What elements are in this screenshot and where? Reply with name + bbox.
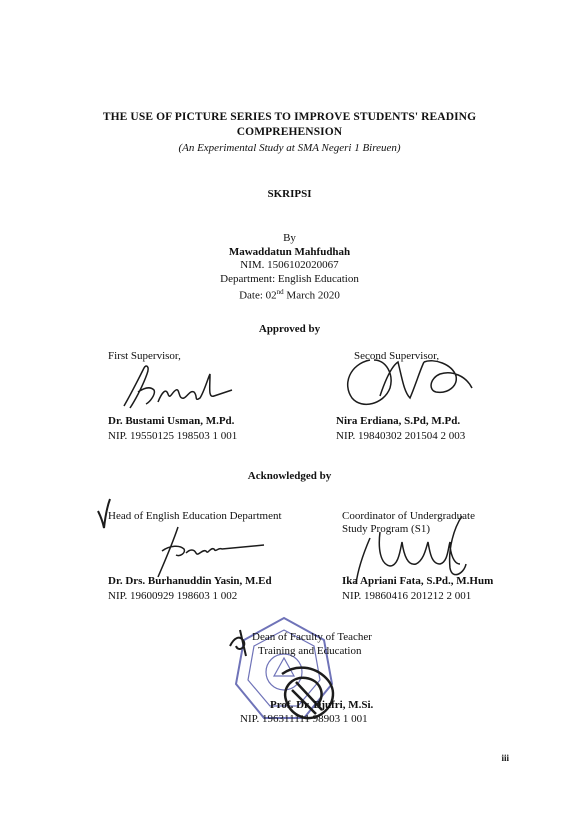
second-supervisor-name: Nira Erdiana, S.Pd, M.Pd. <box>336 415 461 427</box>
coordinator-label-line-2: Study Program (S1) <box>342 523 430 535</box>
head-department-signature <box>150 523 270 581</box>
dean-label-line-2: Training and Education <box>258 645 362 657</box>
second-supervisor-signature <box>340 352 480 412</box>
document-subtitle: (An Experimental Study at SMA Negeri 1 Bireuen) <box>178 142 401 154</box>
second-supervisor-nip: NIP. 19840302 201504 2 003 <box>336 430 466 442</box>
submission-date <box>0 286 579 303</box>
coordinator-label-line-1: Coordinator of Undergraduate <box>342 510 475 522</box>
document-title <box>0 110 579 140</box>
head-department-label: Head of English Education Department <box>108 510 282 522</box>
by-label: By <box>283 232 296 244</box>
author-block <box>0 232 579 303</box>
approved-by-heading: Approved by <box>258 323 321 335</box>
author-name: Mawaddatun Mahfudhah <box>228 245 351 258</box>
author-nim: NIM. 1506102020067 <box>240 259 339 271</box>
first-supervisor-signature <box>110 362 240 412</box>
author-department: Department: English Education <box>220 272 359 285</box>
date-suffix: March 2020 <box>283 289 340 302</box>
first-supervisor-label: First Supervisor, <box>108 350 181 362</box>
acknowledged-by-heading: Acknowledged by <box>247 470 332 482</box>
first-supervisor-nip: NIP. 19550125 198503 1 001 <box>108 430 238 442</box>
head-department-name: Dr. Drs. Burhanuddin Yasin, M.Ed <box>108 575 272 587</box>
date-superscript: nd <box>276 288 284 296</box>
title-line-1: THE USE OF PICTURE SERIES TO IMPROVE STUDENTS' READING <box>102 111 477 123</box>
dean-name: Prof. Dr. Djufri, M.Si. <box>270 699 374 711</box>
second-supervisor-label: Second Supervisor, <box>354 350 440 362</box>
first-supervisor-name: Dr. Bustami Usman, M.Pd. <box>108 415 235 427</box>
title-line-2: COMPREHENSION <box>236 126 343 138</box>
page-number: iii <box>501 753 509 763</box>
document-type: SKRIPSI <box>267 188 312 200</box>
date-prefix: Date: 02 <box>239 289 277 302</box>
dean-nip: NIP. 196311111 98903 1 001 <box>240 713 368 725</box>
coordinator-name: Ika Apriani Fata, S.Pd., M.Hum <box>342 575 494 587</box>
coordinator-nip: NIP. 19860416 201212 2 001 <box>342 590 472 602</box>
dean-label-line-1: Dean of Faculty of Teacher <box>252 631 372 643</box>
head-department-nip: NIP. 19600929 198603 1 002 <box>108 590 238 602</box>
